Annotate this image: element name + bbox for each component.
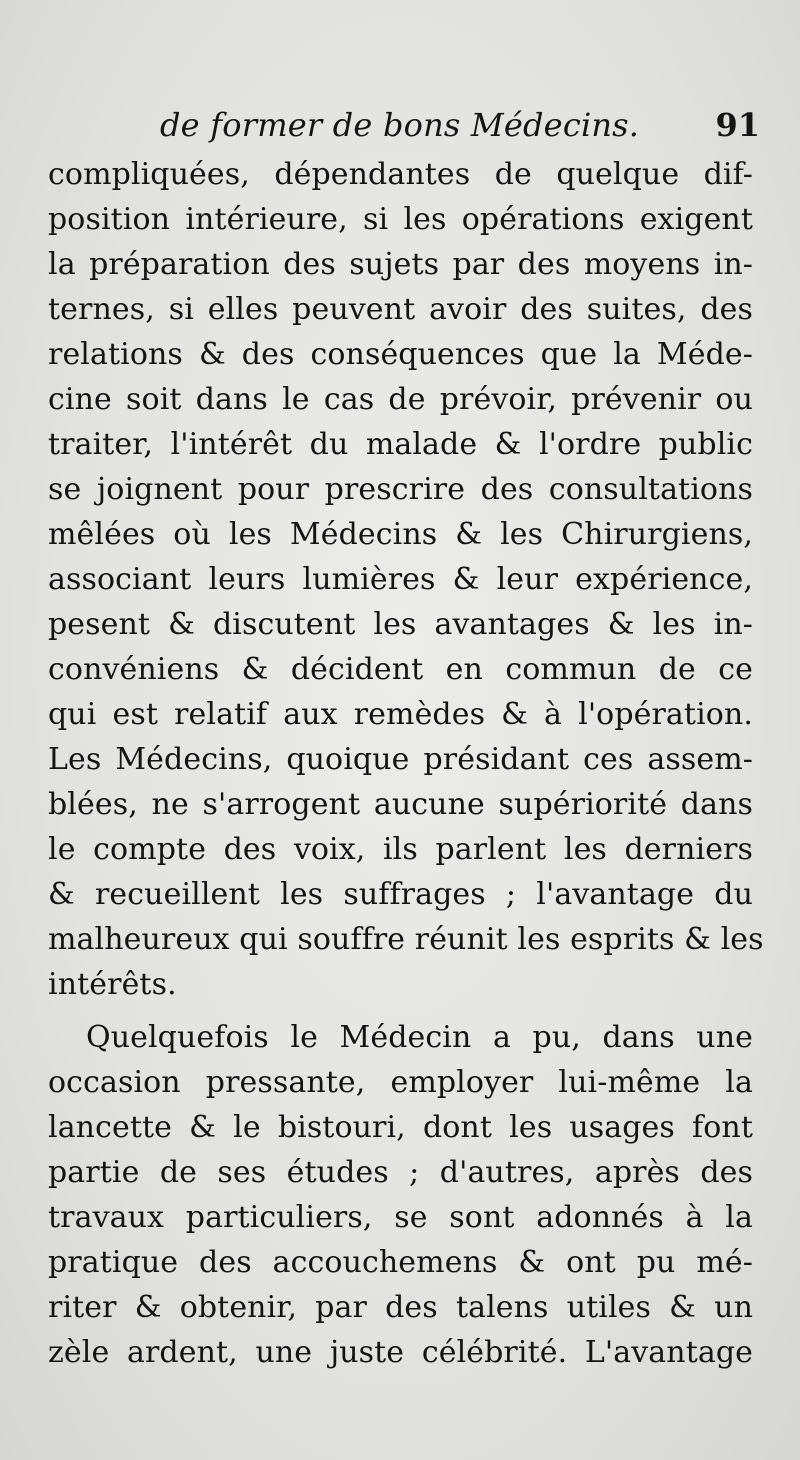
text-line: Quelquefois le Médecin a pu, dans une <box>86 1020 753 1055</box>
text-line: relations & des conséquences que la Méde- <box>48 337 753 372</box>
text-line: intérêts. <box>48 967 177 1002</box>
text-line: partie de ses études ; d'autres, après des <box>48 1155 753 1190</box>
page-number: 91 <box>715 106 760 144</box>
text-line: & recueillent les suffrages ; l'avantage du <box>48 877 753 912</box>
paragraph-gap <box>48 1007 753 1015</box>
text-line: pesent & discutent les avantages & les in- <box>48 607 753 642</box>
text-line: la préparation des sujets par des moyens in- <box>48 247 753 282</box>
text-line: riter & obtenir, par des talens utiles & un <box>48 1290 753 1325</box>
text-line: occasion pressante, employer lui-même la <box>48 1065 753 1100</box>
text-line: qui est relatif aux remèdes & à l'opération. <box>48 697 753 732</box>
page-header <box>160 100 760 150</box>
text-line: ternes, si elles peuvent avoir des suites, des <box>48 292 753 327</box>
text-line: lancette & le bistouri, dont les usages font <box>48 1110 753 1145</box>
text-line: traiter, l'intérêt du malade & l'ordre public <box>48 427 753 462</box>
text-line: travaux particuliers, se sont adonnés à la <box>48 1200 753 1235</box>
text-line: pratique des accouchemens & ont pu mé- <box>48 1245 753 1280</box>
text-line: associant leurs lumières & leur expérience, <box>48 562 753 597</box>
text-line: cine soit dans le cas de prévoir, prévenir ou <box>48 382 753 417</box>
text-line: se joignent pour prescrire des consultations <box>48 472 753 507</box>
text-line: zèle ardent, une juste célébrité. L'avantage <box>48 1335 753 1370</box>
text-line: mêlées où les Médecins & les Chirurgiens, <box>48 517 753 552</box>
text-line: blées, ne s'arrogent aucune supériorité dans <box>48 787 753 822</box>
text-line: le compte des voix, ils parlent les derniers <box>48 832 753 867</box>
text-line: malheureux qui souffre réunit les esprits & les <box>48 922 764 957</box>
text-line: Les Médecins, quoique présidant ces assem- <box>48 742 753 777</box>
running-head: de former de bons Médecins. <box>160 106 640 144</box>
text-line: position intérieure, si les opérations exigent <box>48 202 753 237</box>
text-line: compliquées, dépendantes de quelque dif- <box>48 157 753 192</box>
text-line: convéniens & décident en commun de ce <box>48 652 753 687</box>
body-text <box>48 152 764 1375</box>
